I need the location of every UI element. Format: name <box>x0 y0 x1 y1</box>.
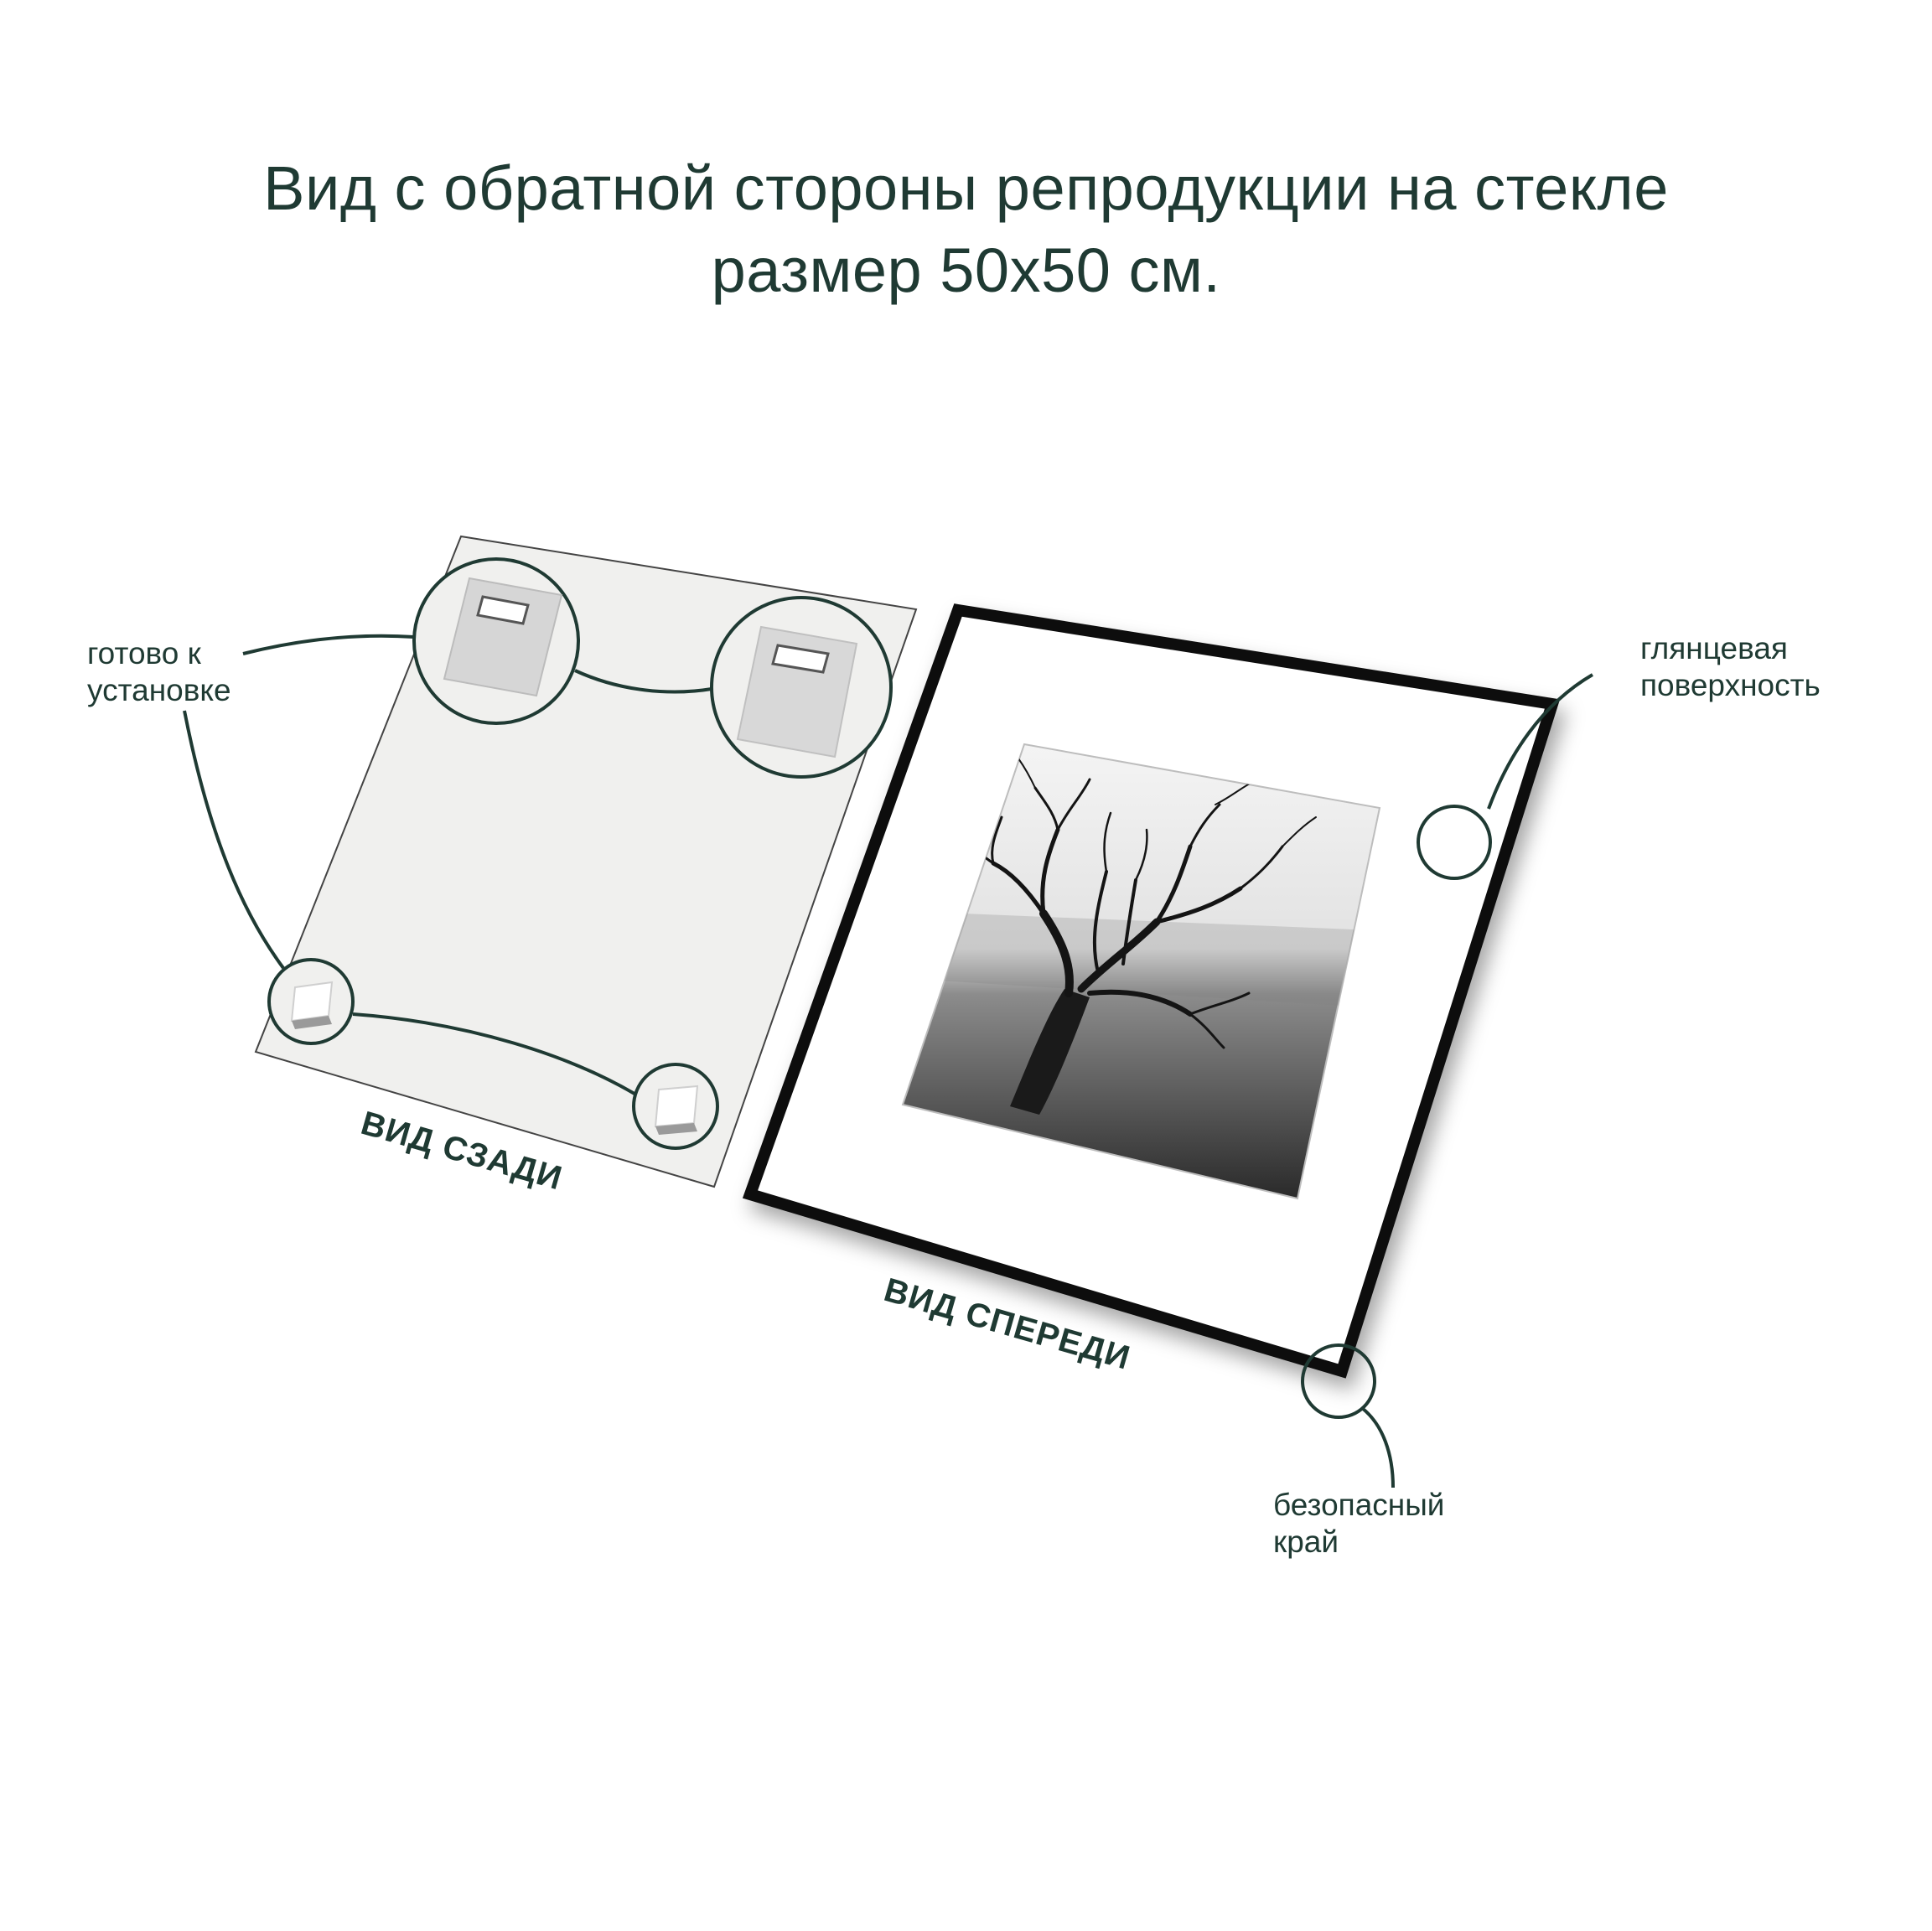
page-title: Вид с обратной стороны репродукции на стекле <box>263 153 1669 223</box>
callout-edge <box>1273 1487 1444 1561</box>
bumper-bottom-left <box>269 960 353 1043</box>
hanger-top-right <box>712 598 891 777</box>
callout-edge-line1: безопасный <box>1273 1488 1445 1522</box>
callout-mount-line1: готово к <box>87 636 201 670</box>
callout-glossy-line1: глянцевая <box>1640 631 1788 665</box>
callout-glossy-line2: поверхность <box>1640 668 1821 702</box>
back-view-label: ВИД СЗАДИ <box>356 1105 567 1198</box>
callout-glossy <box>1640 630 1821 704</box>
hanger-top-left <box>414 559 578 723</box>
front-view-label: ВИД СПЕРЕДИ <box>879 1271 1135 1377</box>
callout-line-mount <box>243 636 414 654</box>
page-subtitle: размер 50х50 см. <box>711 236 1221 305</box>
callout-mount-line2: установке <box>87 673 231 707</box>
callout-line-bumper-left <box>184 711 283 968</box>
callout-mount <box>87 635 231 709</box>
callout-line-edge <box>1362 1408 1393 1488</box>
callout-edge-line2: край <box>1273 1525 1339 1559</box>
bumper-bottom-right <box>634 1064 717 1148</box>
